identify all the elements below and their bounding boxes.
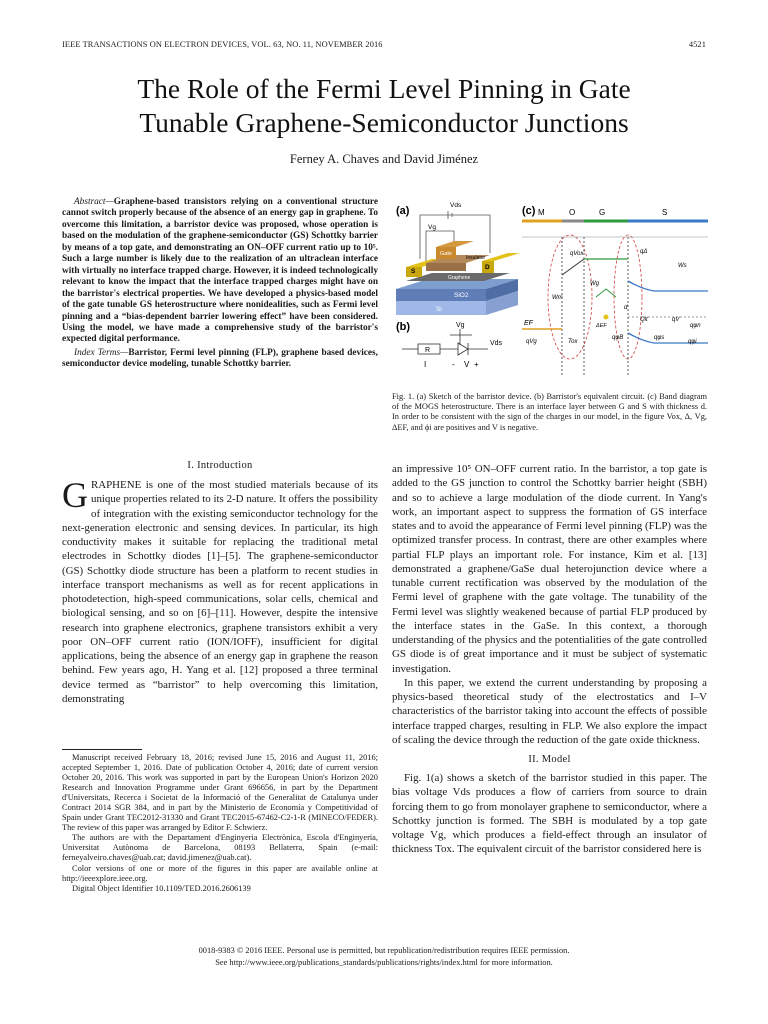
sym-wm: Wm <box>552 295 563 301</box>
footnote-color: Color versions of one or more of the figures in this paper are available online at http://ieeexplore.ieee.org. <box>62 863 378 883</box>
vg-label-a: Vg <box>428 224 436 231</box>
abstract-text: Graphene-based transistors relying on a conventional structure cannot switch properly because of the absence of an energy gap in graphene. To overcome this limitation, a barristor device was proposed, whose operation is based on the modulation of the graphene-semiconductor (GS) Schottky barrier by means of a top gate, and demonstrating an ON–OFF current ratio up to 10⁵. Such a large number is likely due to the realization of an ultraclean interface with virtually no interface trapped charge. However, it is indeed technologically relevant to know the impact that the interface trapped charges might have on the barristor's electrical properties. We have developed a physics-based model of the gate tunable GS heterostructure where nonidealities, such as Fermi level pinning and a “bias-dependent barrier lowering effect” have been considered. Using the model, we have made a comprehensive study of the barristor's expected digital performance. <box>62 197 378 345</box>
journal-header: IEEE TRANSACTIONS ON ELECTRON DEVICES, VOL. 63, NO. 11, NOVEMBER 2016 <box>62 40 383 49</box>
plus-label: + <box>474 360 479 369</box>
v-label: V <box>464 360 470 369</box>
gate-label: Gate <box>440 251 452 257</box>
panel-c-label: (c) <box>522 205 536 217</box>
copyright-line-1: 0018-9383 © 2016 IEEE. Personal use is permitted, but republication/redistribution requires IEEE permission. <box>198 946 570 955</box>
panel-a-label: (a) <box>396 205 410 217</box>
sym-qphib: qφB <box>612 335 624 341</box>
title-line-2: Tunable Graphene-Semiconductor Junctions <box>139 107 629 138</box>
footnote-doi: Digital Object Identifier 10.1109/TED.2016.2606139 <box>72 883 251 893</box>
region-s-label: S <box>662 208 668 217</box>
source-label: S <box>411 268 416 275</box>
drop-cap: G <box>62 475 88 515</box>
abstract <box>62 197 378 371</box>
figure-1-graphic <box>392 197 710 382</box>
vds-label: Vds <box>450 202 462 209</box>
title-line-1: The Role of the Fermi Level Pinning in Gate <box>137 73 631 104</box>
sym-qphis: qφs <box>654 335 665 341</box>
conduction-band <box>628 281 708 291</box>
authors: Ferney A. Chaves and David Jiménez <box>289 152 479 166</box>
copyright-line-2: See http://www.ieee.org/publications_standards/publications/rights/index.html for more information. <box>215 958 553 967</box>
sio2-front <box>396 289 486 301</box>
diode-symbol <box>458 343 468 355</box>
paper-title <box>40 72 728 140</box>
section-heading-introduction: I. Introduction <box>187 460 253 471</box>
model-paragraph: Fig. 1(a) shows a sketch of the barristor studied in this paper. The bias voltage Vds produces a flow of carriers from source to drain forcing them to go from monolayer graphene to semiconductor, where a Schottky junction is formed. The SBH is modulated by a top gate voltage Vg, which produces a field-effect through an insulator of thickness Tox. The equivalent circuit of the barristor considered here is <box>392 772 707 856</box>
footnote-affiliation: The authors are with the Departament d'Enginyeria Electrònica, Escola d'Enginyeria, Universitat Autònoma de Barcelona, 08193 Bellaterra, Spain (e-mail: ferneyalveiro.chaves@uab.cat; david.jimenez@uab.cat). <box>62 833 378 863</box>
sio2-label: SiO2 <box>454 292 469 299</box>
dirac-cone <box>596 289 616 297</box>
introduction-body <box>62 475 378 706</box>
sym-delta-ef: ΔEF <box>596 323 607 329</box>
footnote-manuscript: Manuscript received February 18, 2016; revised June 15, 2016 and August 11, 2016; accepted September 1, 2016. Date of publication October 4, 2016; date of current version October 20, 2016. This work was supported in part by the European Union's Horizon 2020 Research and Innovation Programme under Grant 696656, in part by the Department d'Universitats, Recerca i Societat de la Informació of the Generalitat de Catalunya under Contract 2014 SGR 384, and in part by the Ministerio de Economía y Competitividad of Spain under Grant TEC2012-31330 and Grant TEC2015-67462-C2-1-R (MINECO/FEDER). The review of this paper was arranged by Editor F. Schwierz. <box>62 753 378 833</box>
sym-tox: Tox <box>568 339 578 345</box>
intro-paragraph-scope: In this paper, we extend the current understanding by proposing a physics-based theoretical study of the electrostatics and I–V characteristics of the barristor taking into account the effects of possible interface trapped charges, resulting in FLP. We also explore the impact of scaling the device through the reduction of the gate oxide thickness. <box>392 676 707 746</box>
index-terms-text: Barristor, Fermi level pinning (FLP), graphene based devices, semiconductor device modeling, tunable Schottky barrier. <box>62 347 378 370</box>
vds-label-b: Vds <box>490 340 503 347</box>
copyright-footer <box>0 945 768 969</box>
region-g-label: G <box>599 208 606 217</box>
current-label: I <box>424 360 427 369</box>
sym-qvg: qVg <box>526 339 537 345</box>
minus-label: - <box>452 360 455 369</box>
footnotes <box>62 753 378 894</box>
gate-top <box>436 241 474 247</box>
sym-d: d <box>624 305 628 311</box>
sym-qvox: qVox <box>570 251 584 257</box>
si-label: Si <box>436 306 442 313</box>
drain-label: D <box>485 264 490 271</box>
panel-b-label: (b) <box>396 321 411 333</box>
fermi-point <box>604 315 609 320</box>
sym-qdelta: qΔ <box>640 249 648 255</box>
sym-ef: EF <box>524 320 533 327</box>
region-m-label: M <box>538 208 545 217</box>
right-column-body <box>392 462 707 857</box>
sym-qv: qV <box>672 317 680 323</box>
figure-1 <box>392 197 710 382</box>
sym-wg: Wg <box>590 281 599 287</box>
resistor-label: R <box>425 347 431 354</box>
sym-qphii: qφi <box>688 339 697 345</box>
sym-ws: Ws <box>678 263 687 269</box>
sym-qit: Qit <box>640 317 648 323</box>
abstract-label: Abstract— <box>74 197 114 207</box>
graphene-label: Graphene <box>448 275 471 281</box>
figure-1-caption: Fig. 1. (a) Sketch of the barristor device. (b) Barristor's equivalent circuit. (c) Band diagram of the MOGS heterostructure. There is an interface layer between G and S with thickness d. In order to be consistent with the sign of the charges in our model, in the figure Vox, Δ, Vg, ΔEF, and ϕi are positives and V is negative. <box>392 392 707 432</box>
drain-contact <box>482 253 520 261</box>
page-number: 4521 <box>688 40 706 49</box>
insulator-label: Insulator <box>466 255 486 261</box>
section-heading-model: II. Model <box>528 754 571 765</box>
index-terms-label: Index Terms— <box>74 347 129 358</box>
intro-paragraph-continued: an impressive 10⁵ ON–OFF current ratio. In the barristor, a top gate is added to the GS junction to control the Schottky barrier height (SBH) and so to achieve a large modulation of the diode current. In Yang's work, an important aspect to suppress the formation of GS interface states and to avoid the appearance of Fermi level pinning (FLP) was the optimized transfer process. In contrast, there are other examples where partial FLP plays an important role. For instance, Kim et al. [13] demonstrated a graphene/GaSe dual heterojunction device where a tunable current rectification was observed by the modulation of the Fermi level of graphene with the gate voltage. The tunability of the Fermi level was slightly weakened because of partial FLP produced by the interface states in the GaSe. In this context, a thorough understanding of the physics and the potentialities of the gate controlled GS diode is of great importance and it must be subject of systematic investigation. <box>392 463 707 675</box>
oxide-band <box>562 259 584 275</box>
vg-label-b: Vg <box>456 322 465 329</box>
region-o-label: O <box>569 208 576 217</box>
footnote-divider <box>62 749 142 750</box>
sym-qphin: qφn <box>690 323 701 329</box>
intro-paragraph: RAPHENE is one of the most studied materials because of its unique properties related to its 2-D nature. It offers the possibility of integration with the existing semiconductor technology for the next-generation electronic and sensing devices. In particular, its high conductivity makes it suitable for replacing the traditional metal electrodes in Schottky diodes [1]–[5]. The graphene-semiconductor (GS) Schottky diode structure has been a platform to recent studies in interface transport mechanisms as well as for recent applications in photodetection, high-speed communications, solar cells, chemical and biological sensing, and so on [6]–[11]. However, despite the intensive research into graphene electronics, graphene transistors exhibit a very poor ON–OFF current ratio (ION/IOFF), insufficient for digital applications, being the absence of an energy gap in graphene the reason behind. Few years ago, H. Yang et al. [12] proposed a three terminal device termed as “barristor” to help overcoming this limitation, demonstrating <box>62 479 378 705</box>
